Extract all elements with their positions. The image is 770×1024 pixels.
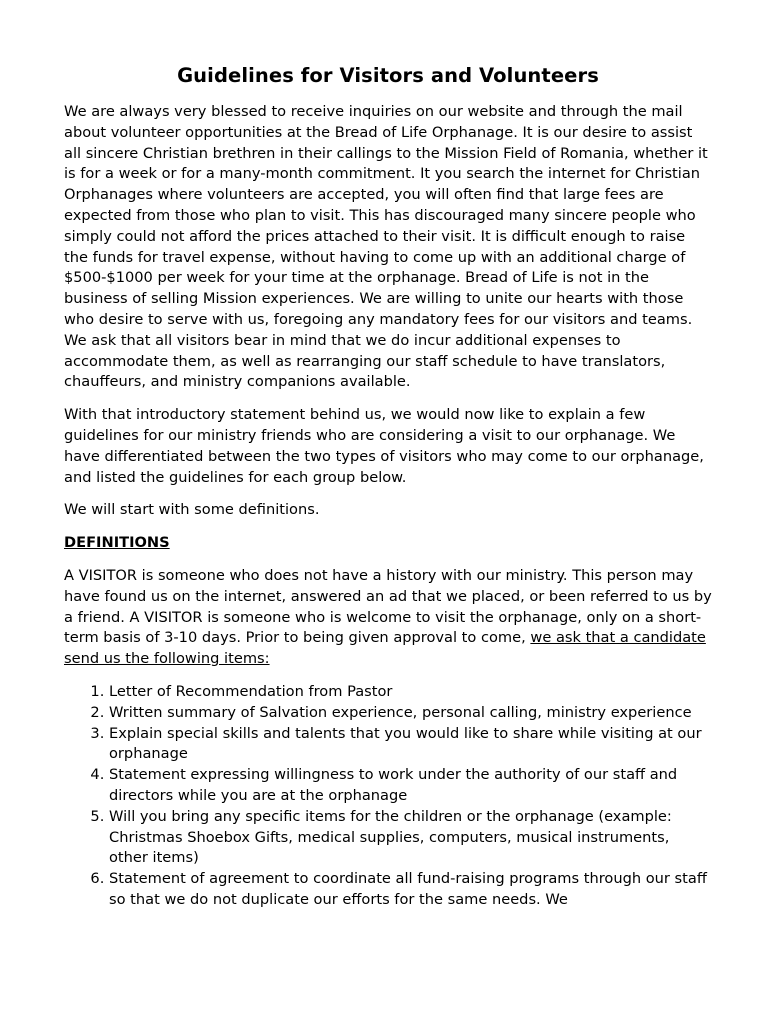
intro-paragraph: We are always very blessed to receive inquiries on our website and through the mail about volunteer opportunities at the Bread of Life Orphanage. It is our desire to assist all sincere Christian brethren in their callings to the Mission Field of Romania, whether it is for a week or for a many-month commitment. It you search the internet for Christian Orphanages where volunteers are accepted, you will often find that large fees are expected from those who plan to visit. This has discouraged many sincere people who simply could not afford the prices attached to their visit. It is difficult enough to raise the funds for travel expense, without having to come up with an additional charge of $500-$1000 per week for your time at the orphanage. Bread of Life is not in the business of selling Mission experiences. We are willing to unite our hearts with those who desire to serve with us, foregoing any mandatory fees for our visitors and teams. We ask that all visitors bear in mind that we do incur additional expenses to accommodate them, as well as rearranging our staff schedule to have translators, chauffeurs, and ministry companions available. [64, 103, 708, 391]
list-item: 1. Letter of Recommendation from Pastor [109, 682, 712, 703]
list-item: 6. Statement of agreement to coordinate all fund-raising programs through our staff so that we do not duplicate our efforts for the same needs. We [109, 869, 712, 911]
list-item: 2. Written summary of Salvation experience, personal calling, ministry experience [109, 703, 712, 724]
visitor-requirements-intro: we ask that a candidate send us the following items: [64, 629, 706, 668]
requirements-list [64, 682, 712, 911]
visitor-definition-text: A VISITOR is someone who does not have a history with our ministry. This person may have found us on the internet, answered an ad that we placed, or been referred to us by a friend. A VISITOR is someone who is welcome to visit the orphanage, only on a short-term basis of 3-10 days. Prior to being given approval to come, [64, 566, 712, 647]
definitions-heading: DEFINITIONS [64, 534, 170, 552]
guidelines-paragraph: With that introductory statement behind us, we would now like to explain a few guidelines for our ministry friends who are considering a visit to our orphanage. We have differentiated between the two types of visitors who may come to our orphanage, and listed the guidelines for each group below. [64, 406, 704, 486]
list-item: 5. Will you bring any specific items for the children or the orphanage (example: Christmas Shoebox Gifts, medical supplies, computers, musical instruments, other items) [109, 807, 712, 869]
definitions-intro: We will start with some definitions. [64, 501, 320, 519]
document-title: Guidelines for Visitors and Volunteers [177, 64, 599, 87]
list-item: 4. Statement expressing willingness to work under the authority of our staff and directors while you are at the orphanage [109, 765, 712, 807]
visitor-definition-paragraph [64, 566, 712, 670]
document-page [64, 62, 712, 911]
list-item: 3. Explain special skills and talents that you would like to share while visiting at our orphanage [109, 724, 712, 766]
